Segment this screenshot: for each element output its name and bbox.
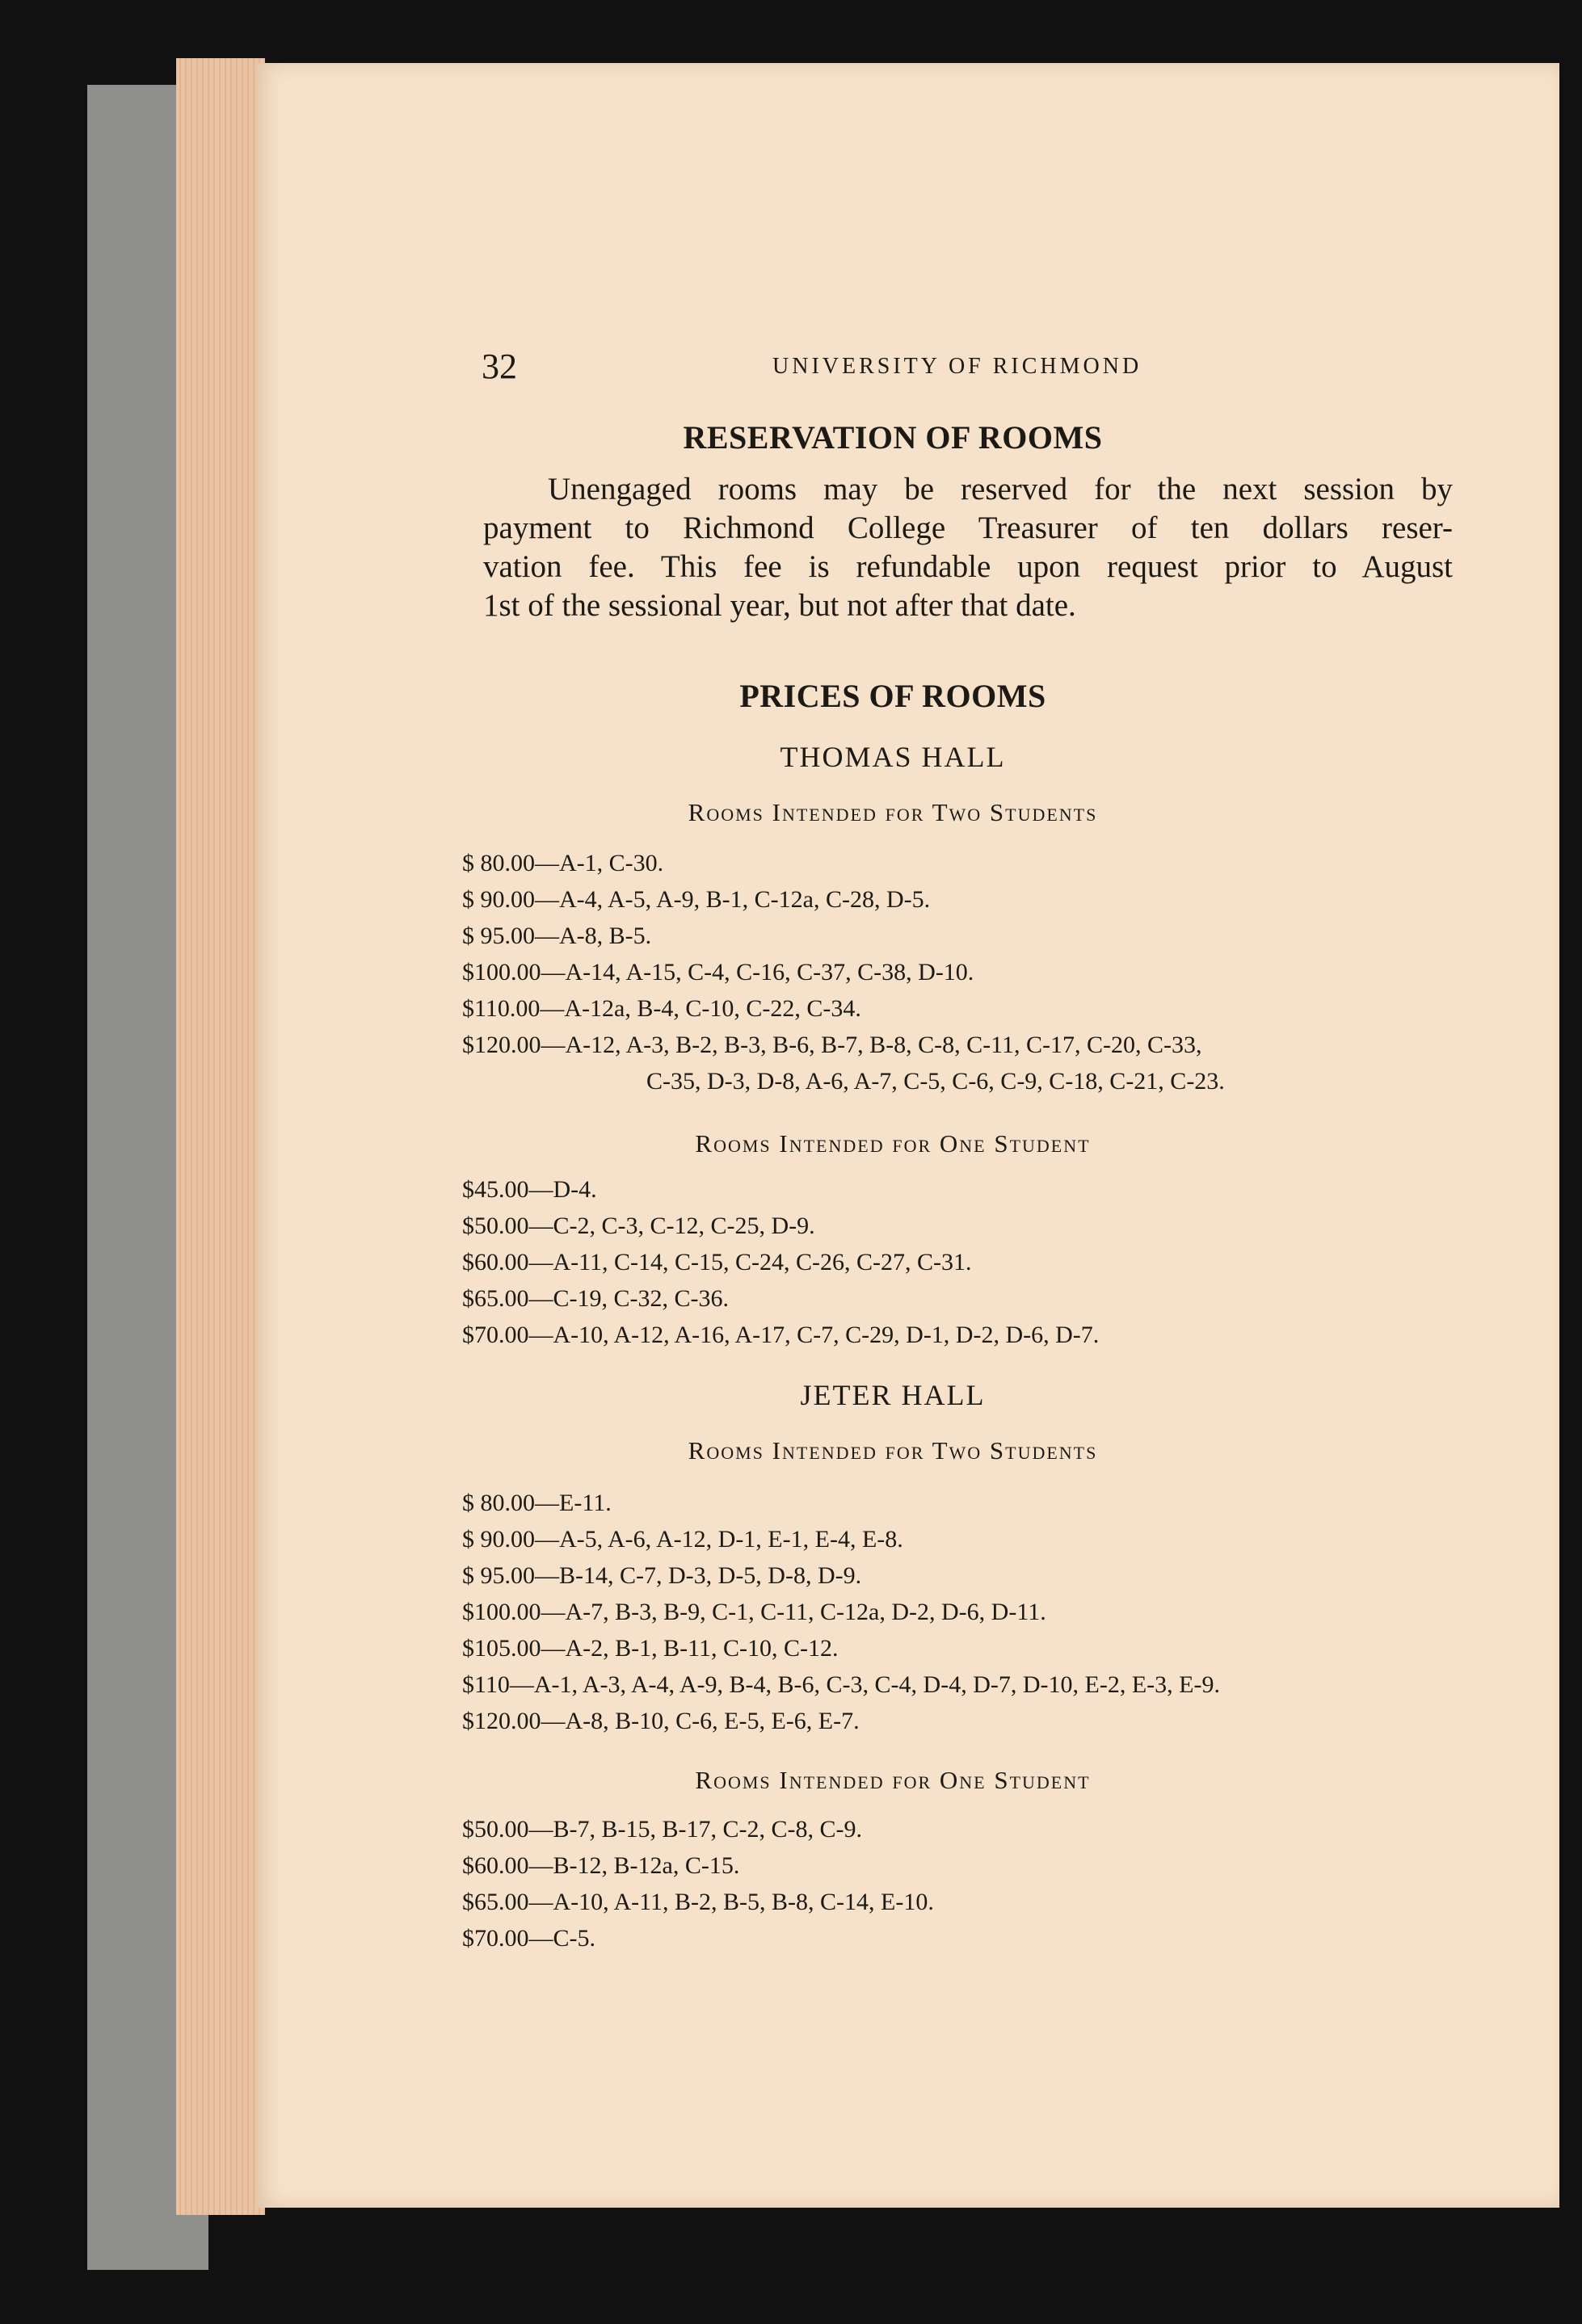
price-entry: $65.00—A-10, A-11, B-2, B-5, B-8, C-14, E-10.: [462, 1889, 934, 1915]
paragraph-line: 1st of the sessional year, but not after that date.: [483, 588, 1076, 623]
price-entry: $70.00—A-10, A-12, A-16, A-17, C-7, C-29, D-1, D-2, D-6, D-7.: [462, 1322, 1100, 1348]
thomas-one-student-list: [462, 1171, 1464, 1353]
price-entry: $ 80.00—A-1, C-30.: [462, 850, 664, 876]
running-head: UNIVERSITY OF RICHMOND: [772, 354, 1142, 379]
price-entry: $70.00—C-5.: [462, 1925, 595, 1952]
price-entry: $110—A-1, A-3, A-4, A-9, B-4, B-6, C-3, C-4, D-4, D-7, D-10, E-2, E-3, E-9.: [462, 1671, 1220, 1698]
jeter-one-student-heading: Rooms Intended for One Student: [695, 1766, 1091, 1794]
jeter-hall-heading: JETER HALL: [800, 1379, 986, 1411]
price-entry: $ 90.00—A-4, A-5, A-9, B-1, C-12a, C-28, D-5.: [462, 886, 931, 913]
price-entry: $ 80.00—E-11.: [462, 1490, 612, 1516]
price-entry: $50.00—C-2, C-3, C-12, C-25, D-9.: [462, 1212, 815, 1239]
price-entry: $60.00—B-12, B-12a, C-15.: [462, 1852, 740, 1879]
price-entry: $110.00—A-12a, B-4, C-10, C-22, C-34.: [462, 995, 861, 1022]
reservation-title: RESERVATION OF ROOMS: [683, 419, 1103, 456]
thomas-one-student-heading: Rooms Intended for One Student: [695, 1129, 1091, 1158]
price-entry: $100.00—A-14, A-15, C-4, C-16, C-37, C-38, D-10.: [462, 959, 974, 985]
price-entry: $ 90.00—A-5, A-6, A-12, D-1, E-1, E-4, E-8.: [462, 1526, 903, 1553]
thomas-two-students-heading: Rooms Intended for Two Students: [688, 798, 1098, 826]
paragraph-line: vation fee. This fee is refundable upon request prior to August: [483, 549, 1453, 584]
prices-title: PRICES OF ROOMS: [739, 678, 1046, 714]
price-entry: $50.00—B-7, B-15, B-17, C-2, C-8, C-9.: [462, 1816, 862, 1843]
paragraph-line: Unengaged rooms may be reserved for the next session by: [548, 472, 1453, 506]
thomas-hall-heading: THOMAS HALL: [780, 741, 1006, 773]
price-entry: $60.00—A-11, C-14, C-15, C-24, C-26, C-27, C-31.: [462, 1249, 972, 1275]
reservation-paragraph: [483, 470, 1453, 625]
price-entry: $ 95.00—A-8, B-5.: [462, 922, 652, 949]
jeter-two-students-list: [462, 1485, 1464, 1739]
price-entry: $120.00—A-8, B-10, C-6, E-5, E-6, E-7.: [462, 1708, 860, 1734]
price-entry-continued: C-35, D-3, D-8, A-6, A-7, C-5, C-6, C-9, C-18, C-21, C-23.: [646, 1068, 1225, 1095]
price-entry: $120.00—A-12, A-3, B-2, B-3, B-6, B-7, B-8, C-8, C-11, C-17, C-20, C-33,: [462, 1032, 1202, 1058]
price-entry: $ 95.00—B-14, C-7, D-3, D-5, D-8, D-9.: [462, 1562, 862, 1589]
price-entry: $100.00—A-7, B-3, B-9, C-1, C-11, C-12a, D-2, D-6, D-11.: [462, 1599, 1046, 1625]
price-entry: $105.00—A-2, B-1, B-11, C-10, C-12.: [462, 1635, 839, 1662]
page-header: [482, 346, 1221, 391]
page-number: 32: [482, 347, 517, 386]
jeter-one-student-list: [462, 1811, 1464, 1956]
price-entry: $45.00—D-4.: [462, 1176, 597, 1203]
jeter-two-students-heading: Rooms Intended for Two Students: [688, 1436, 1098, 1465]
paragraph-line: payment to Richmond College Treasurer of ten dollars reser-: [483, 511, 1453, 545]
price-entry: $65.00—C-19, C-32, C-36.: [462, 1285, 729, 1312]
thomas-two-students-list: [462, 845, 1464, 1099]
